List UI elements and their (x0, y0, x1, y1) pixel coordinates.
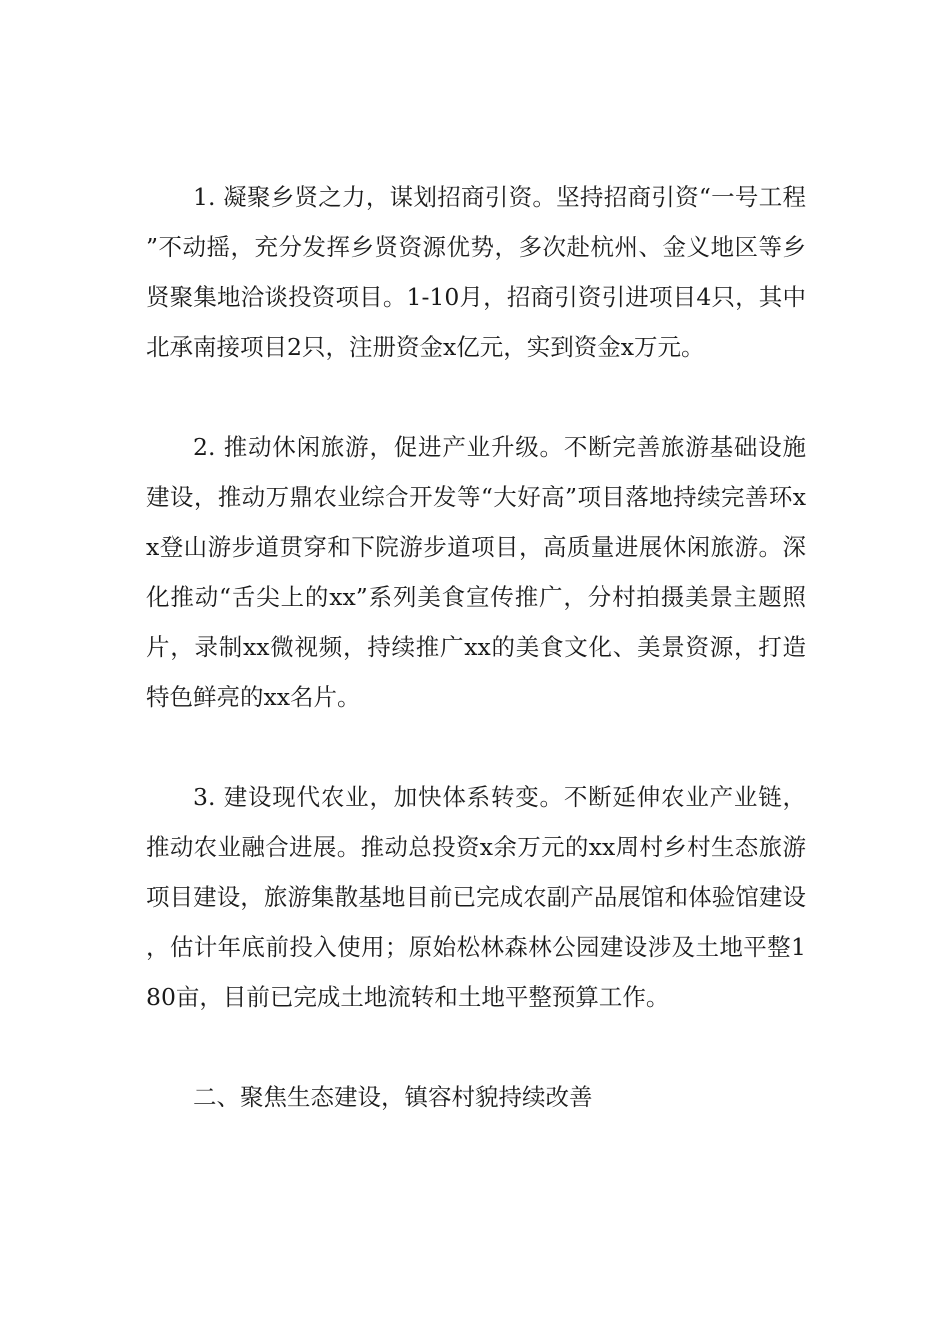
paragraph-tourism: 2. 推动休闲旅游，促进产业升级。不断完善旅游基础设施建设，推动万鼎农业综合开发等“大好高”项目落地持续完善环xx登山游步道贯穿和下院游步道项目，高质量进展休闲旅游。深化推动“舌尖上的xx”系列美食宣传推广，分村拍摄美景主题照片，录制xx微视频，持续推广xx的美食文化、美景资源，打造特色鲜亮的xx名片。 (146, 433, 806, 711)
paragraph-gap (146, 1022, 806, 1072)
section-heading: 二、聚焦生态建设，镇容村貌持续改善 (193, 1083, 593, 1111)
paragraph-agriculture: 3. 建设现代农业，加快体系转变。不断延伸农业产业链，推动农业融合进展。推动总投资x余万元的xx周村乡村生态旅游项目建设，旅游集散基地目前已完成农副产品展馆和体验馆建设，估计年底前投入使用；原始松林森林公园建设涉及土地平整180亩，目前已完成土地流转和土地平整预算工作。 (146, 783, 806, 1011)
paragraph-gap (146, 722, 806, 772)
paragraph-gap (146, 372, 806, 422)
paragraph-investment: 1. 凝聚乡贤之力，谋划招商引资。坚持招商引资“一号工程”不动摇，充分发挥乡贤资源优势，多次赴杭州、金义地区等乡贤聚集地洽谈投资项目。1-10月，招商引资引进项目4只，其中北承南接项目2只，注册资金x亿元，实到资金x万元。 (146, 183, 806, 361)
document-body (146, 172, 806, 1122)
